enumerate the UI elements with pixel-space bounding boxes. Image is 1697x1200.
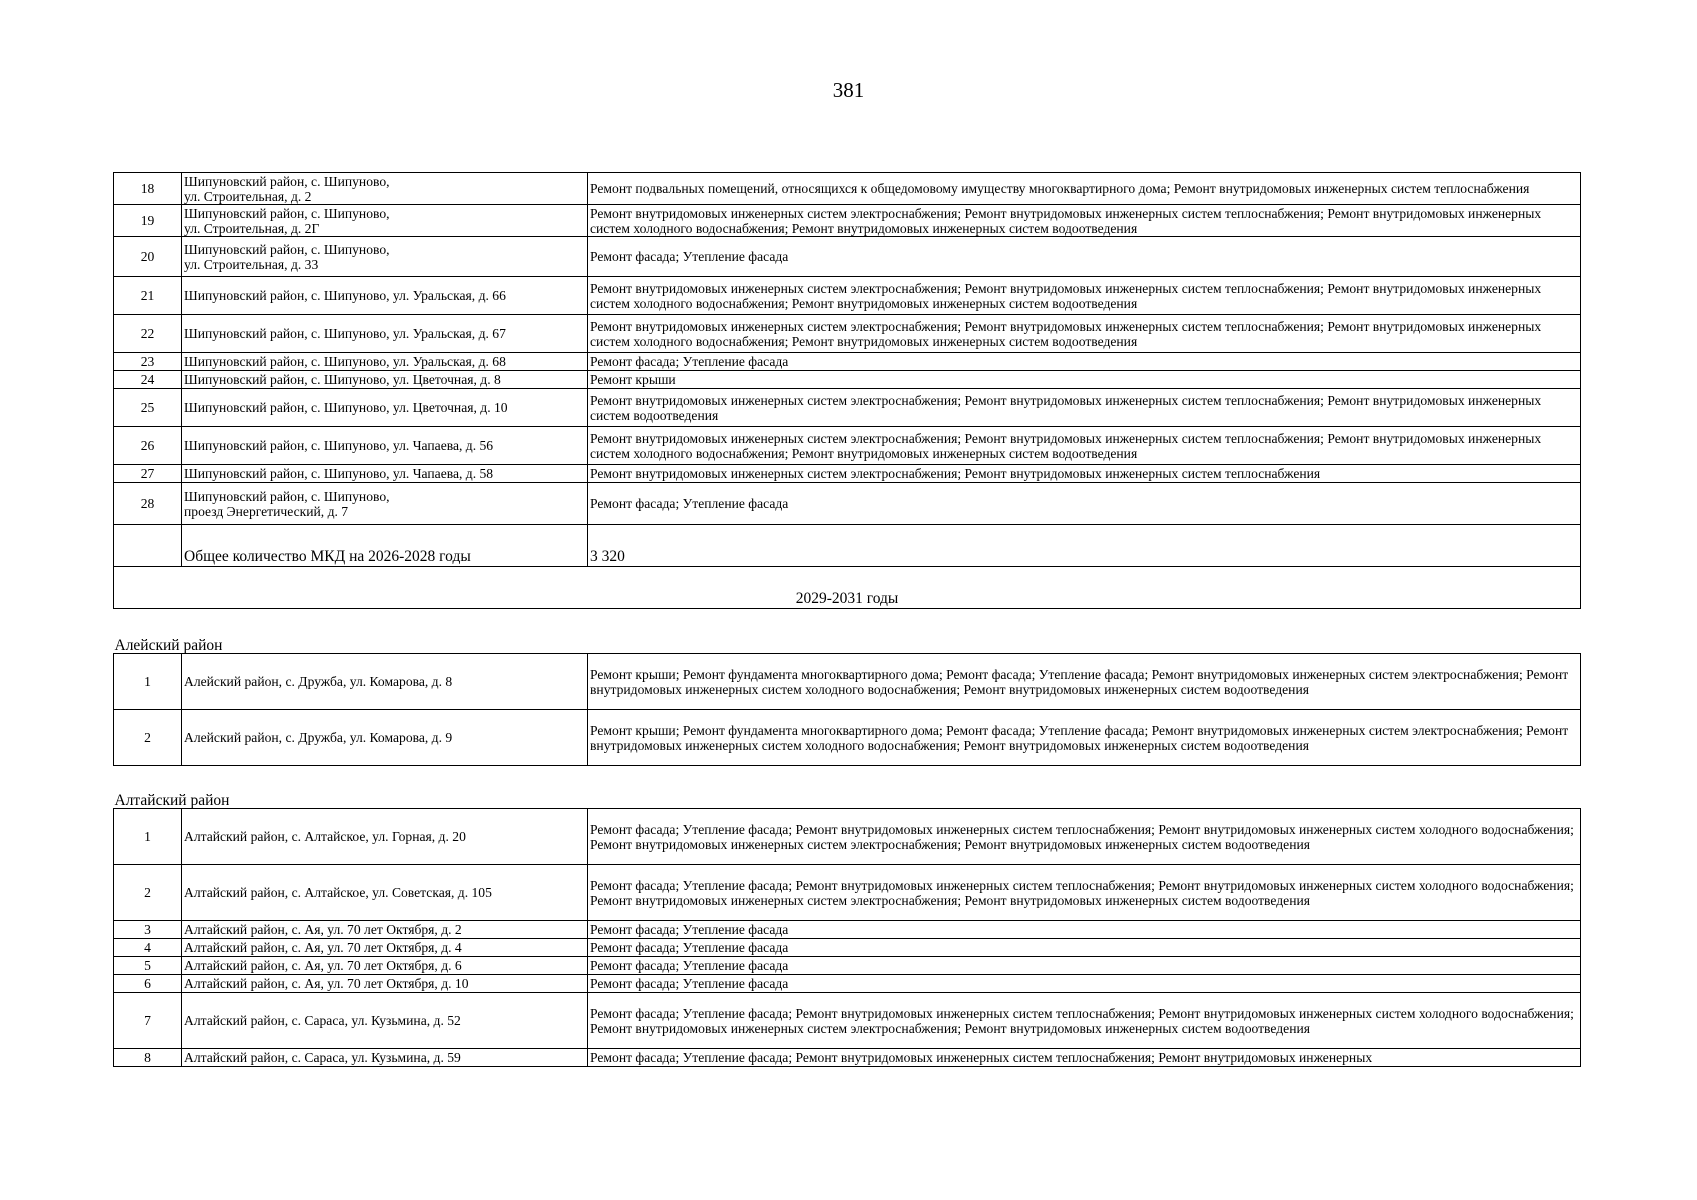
table-row [114,315,1581,353]
row-works: Ремонт подвальных помещений, относящихся к общедомовому имуществу многоквартирного дома; Ремонт внутридомовых инженерных систем теплоснабжения [588,173,1581,205]
table-row [114,1049,1581,1067]
district-row-1 [114,609,1581,654]
row-address: Алтайский район, с. Сараса, ул. Кузьмина, д. 52 [182,993,588,1049]
row-works: Ремонт фасада; Утепление фасада; Ремонт внутридомовых инженерных систем теплоснабжения; Ремонт внутридомовых инженерных систем холодного водоснабжения; Ремонт внутридомовых инженерных систем электроснабжения; Ремонт внутридомовых инженерных систем водоотведения [588,993,1581,1049]
row-works: Ремонт фасада; Утепление фасада [588,483,1581,525]
summary-group [114,525,1581,654]
row-address: Шипуновский район, с. Шипуново, ул. Уральская, д. 67 [182,315,588,353]
row-number: 21 [114,277,182,315]
row-address: Алтайский район, с. Алтайское, ул. Советская, д. 105 [182,865,588,921]
table-row [114,427,1581,465]
table-row [114,710,1581,766]
row-works: Ремонт внутридомовых инженерных систем электроснабжения; Ремонт внутридомовых инженерных систем теплоснабжения; Ремонт внутридомовых инженерных систем холодного водоснабжения; Ремонт внутридомовых инженерных систем водоотведения [588,315,1581,353]
row-works: Ремонт фасада; Утепление фасада; Ремонт внутридомовых инженерных систем теплоснабжения; Ремонт внутридомовых инженерных [588,1049,1581,1067]
row-works: Ремонт фасада; Утепление фасада; Ремонт внутридомовых инженерных систем теплоснабжения; Ремонт внутридомовых инженерных систем холодного водоснабжения; Ремонт внутридомовых инженерных систем электроснабжения; Ремонт внутридомовых инженерных систем водоотведения [588,809,1581,865]
table-row [114,483,1581,525]
row-works: Ремонт фасада; Утепление фасада [588,957,1581,975]
row-works: Ремонт внутридомовых инженерных систем электроснабжения; Ремонт внутридомовых инженерных систем теплоснабжения; Ремонт внутридомовых инженерных систем водоотведения [588,389,1581,427]
row-number: 1 [114,654,182,710]
row-number: 23 [114,353,182,371]
row-works: Ремонт фасада; Утепление фасада [588,975,1581,993]
row-works: Ремонт внутридомовых инженерных систем электроснабжения; Ремонт внутридомовых инженерных систем теплоснабжения; Ремонт внутридомовых инженерных систем холодного водоснабжения; Ремонт внутридомовых инженерных систем водоотведения [588,277,1581,315]
row-works: Ремонт крыши [588,371,1581,389]
row-number: 6 [114,975,182,993]
row-address: Шипуновский район, с. Шипуново, ул. Строительная, д. 2 [182,173,588,205]
row-address: Алейский район, с. Дружба, ул. Комарова, д. 8 [182,654,588,710]
period-label: 2029-2031 годы [114,567,1581,609]
total-row [114,525,1581,567]
table-row [114,865,1581,921]
row-address: Шипуновский район, с. Шипуново, проезд Энергетический, д. 7 [182,483,588,525]
row-address: Шипуновский район, с. Шипуново, ул. Чапаева, д. 56 [182,427,588,465]
row-address: Шипуновский район, с. Шипуново, ул. Цветочная, д. 10 [182,389,588,427]
row-number: 2 [114,865,182,921]
row-works: Ремонт внутридомовых инженерных систем электроснабжения; Ремонт внутридомовых инженерных систем теплоснабжения; Ремонт внутридомовых инженерных систем холодного водоснабжения; Ремонт внутридомовых инженерных систем водоотведения [588,205,1581,237]
row-address: Шипуновский район, с. Шипуново, ул. Строительная, д. 33 [182,237,588,277]
row-number: 20 [114,237,182,277]
row-address: Шипуновский район, с. Шипуново, ул. Цветочная, д. 8 [182,371,588,389]
row-number: 4 [114,939,182,957]
row-address: Алтайский район, с. Сараса, ул. Кузьмина, д. 59 [182,1049,588,1067]
table-row [114,353,1581,371]
district-name-2: Алтайский район [114,766,1581,809]
table-row [114,921,1581,939]
district-row-2 [114,766,1581,809]
row-number: 5 [114,957,182,975]
row-address: Шипуновский район, с. Шипуново, ул. Строительная, д. 2Г [182,205,588,237]
row-number: 7 [114,993,182,1049]
total-value: 3 320 [588,525,1581,567]
repair-program-table [113,172,1581,1067]
row-number: 19 [114,205,182,237]
table-row [114,173,1581,205]
table-row [114,205,1581,237]
row-address: Алтайский район, с. Ая, ул. 70 лет Октября, д. 10 [182,975,588,993]
page-number: 381 [832,78,865,102]
row-works: Ремонт внутридомовых инженерных систем электроснабжения; Ремонт внутридомовых инженерных систем теплоснабжения; Ремонт внутридомовых инженерных систем холодного водоснабжения; Ремонт внутридомовых инженерных систем водоотведения [588,427,1581,465]
district-name-1: Алейский район [114,609,1581,654]
period-row [114,567,1581,609]
row-number: 2 [114,710,182,766]
row-address: Шипуновский район, с. Шипуново, ул. Чапаева, д. 58 [182,465,588,483]
row-works: Ремонт крыши; Ремонт фундамента многоквартирного дома; Ремонт фасада; Утепление фасада; Ремонт внутридомовых инженерных систем электроснабжения; Ремонт внутридомовых инженерных систем холодного водоснабжения; Ремонт внутридомовых инженерных систем водоотведения [588,654,1581,710]
total-label: Общее количество МКД на 2026-2028 годы [182,525,588,567]
table-row [114,371,1581,389]
table-row [114,809,1581,865]
row-number: 3 [114,921,182,939]
rows-group-c [114,809,1581,1067]
row-works: Ремонт крыши; Ремонт фундамента многоквартирного дома; Ремонт фасада; Утепление фасада; Ремонт внутридомовых инженерных систем электроснабжения; Ремонт внутридомовых инженерных систем холодного водоснабжения; Ремонт внутридомовых инженерных систем водоотведения [588,710,1581,766]
table-row [114,465,1581,483]
row-number: 24 [114,371,182,389]
table-row [114,993,1581,1049]
row-number: 25 [114,389,182,427]
table-row [114,975,1581,993]
row-works: Ремонт внутридомовых инженерных систем электроснабжения; Ремонт внутридомовых инженерных систем теплоснабжения [588,465,1581,483]
row-address: Шипуновский район, с. Шипуново, ул. Уральская, д. 66 [182,277,588,315]
row-address: Алтайский район, с. Ая, ул. 70 лет Октября, д. 2 [182,921,588,939]
row-address: Алтайский район, с. Ая, ул. 70 лет Октября, д. 6 [182,957,588,975]
table-row [114,277,1581,315]
row-number: 26 [114,427,182,465]
table-row [114,654,1581,710]
row-address: Шипуновский район, с. Шипуново, ул. Уральская, д. 68 [182,353,588,371]
rows-group-a [114,173,1581,525]
row-works: Ремонт фасада; Утепление фасада [588,237,1581,277]
total-empty-cell [114,525,182,567]
row-works: Ремонт фасада; Утепление фасада [588,353,1581,371]
row-address: Алтайский район, с. Ая, ул. 70 лет Октября, д. 4 [182,939,588,957]
row-address: Алейский район, с. Дружба, ул. Комарова, д. 9 [182,710,588,766]
table-row [114,389,1581,427]
rows-group-b [114,654,1581,766]
row-number: 1 [114,809,182,865]
row-number: 22 [114,315,182,353]
row-number: 28 [114,483,182,525]
row-number: 8 [114,1049,182,1067]
row-works: Ремонт фасада; Утепление фасада [588,939,1581,957]
table-row [114,237,1581,277]
row-works: Ремонт фасада; Утепление фасада; Ремонт внутридомовых инженерных систем теплоснабжения; Ремонт внутридомовых инженерных систем холодного водоснабжения; Ремонт внутридомовых инженерных систем электроснабжения; Ремонт внутридомовых инженерных систем водоотведения [588,865,1581,921]
row-number: 18 [114,173,182,205]
district-group-2 [114,766,1581,809]
row-works: Ремонт фасада; Утепление фасада [588,921,1581,939]
row-number: 27 [114,465,182,483]
row-address: Алтайский район, с. Алтайское, ул. Горная, д. 20 [182,809,588,865]
table-row [114,939,1581,957]
table-row [114,957,1581,975]
